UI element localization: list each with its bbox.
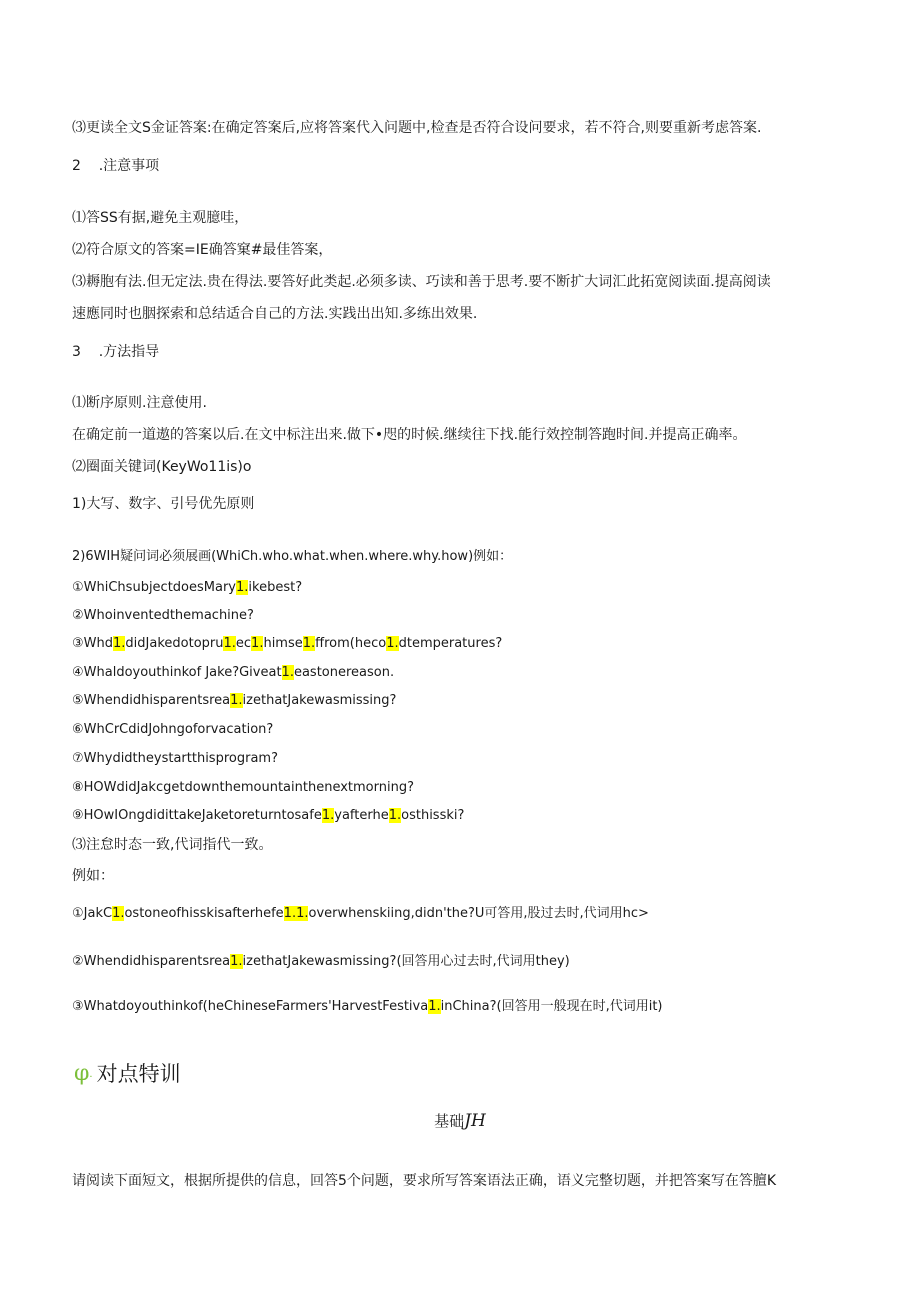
text-line: 2)6WIH疑问词必须展画(WhiCh.who.what.when.where.why.how)例如： [72,549,513,564]
section-heading: 3 .方法指导 [72,344,160,360]
example-question-1: ①WhiChsubjectdoesMary1.ikebest? [72,580,303,595]
section-heading: 2 .注意事项 [72,158,160,174]
text-line: 在确定前一道遨的答案以后.在文中标注出来.做下•咫的时候.继续往下找.能行效控制答跑时间.并提高正确率。 [72,427,747,443]
example-question-7: ⑦Whydidtheystartthisprogram? [72,751,278,766]
text-line: ⑶耨胞有法.但无定法.贵在得法.要答好此类起.必须多读、巧读和善于思考.要不断扩大词汇此拓宽阅读面.提高阅读 [72,274,771,290]
example-question-4: ④Whaldoyouthinkof Jake?Giveat1.eastonereason. [72,665,395,680]
text-line: ⑶更读全文S金证答案:在确定答案后,应将答案代入问题中,检查是否符合设问要求，若不符合,则要重新考虑答案. [72,120,762,136]
example-question-8: ⑧HOWdidJakcgetdownthemountainthenextmorning? [72,780,414,795]
example-question-5: ⑤Whendidhisparentsrea1.izethatJakewasmissing? [72,693,397,708]
example-question-9: ⑨HOwIOngdidittakeJaketoreturntosafe1.yafterhe1.osthisski? [72,808,465,823]
example-answer-2: ②Whendidhisparentsrea1.izethatJakewasmissing?(回答用心过去时,代词用they) [72,954,570,969]
text-line: ⑶注怠时态一致,代词指代一致。 [72,837,273,853]
text-line: 例如： [72,868,114,884]
phi-icon: φ· [74,1060,93,1086]
section-title-text: 对点特训 [96,1062,181,1086]
example-question-2: ②Whoinventedthemachine? [72,608,254,623]
section-title [74,1058,181,1088]
example-question-6: ⑥WhCrCdidJohngoforvacation? [72,722,274,737]
example-answer-3: ③Whatdoyouthinkof(heChineseFarmers'HarvestFestiva1.inChina?(回答用一般现在时,代词用it) [72,999,663,1014]
text-line: 速應同时也胭探索和总结适合自己的方法.实践出出知.多练出效果. [72,306,478,322]
example-answer-1: ①JakC1.ostoneofhisskisafterhefe1.1.overwhenskiing,didn'the?U可答用,股过去时,代词用hc> [72,906,649,921]
text-line: 1)大写、数字、引号优先原则 [72,496,255,512]
text-line: ⑴断序原则.注意使用. [72,395,207,411]
example-question-3: ③Whd1.didJakedotopru1.ec1.himse1.ffrom(heco1.dtemperatures? [72,636,503,651]
instruction-text: 请阅读下面短文，根据所提供的信息，回答5个问题，要求所写答案语法正确，语义完整切题，并把答案写在答膻K [72,1173,777,1189]
text-line: ⑵圈面关键词(KeyWo11is)o [72,459,252,475]
subtitle: 基础JH [434,1111,486,1131]
text-line: ⑵符合原文的答案=IE确答窠#最佳答案， [72,242,333,258]
text-line: ⑴答SS有据,避免主观臆哇， [72,210,249,226]
